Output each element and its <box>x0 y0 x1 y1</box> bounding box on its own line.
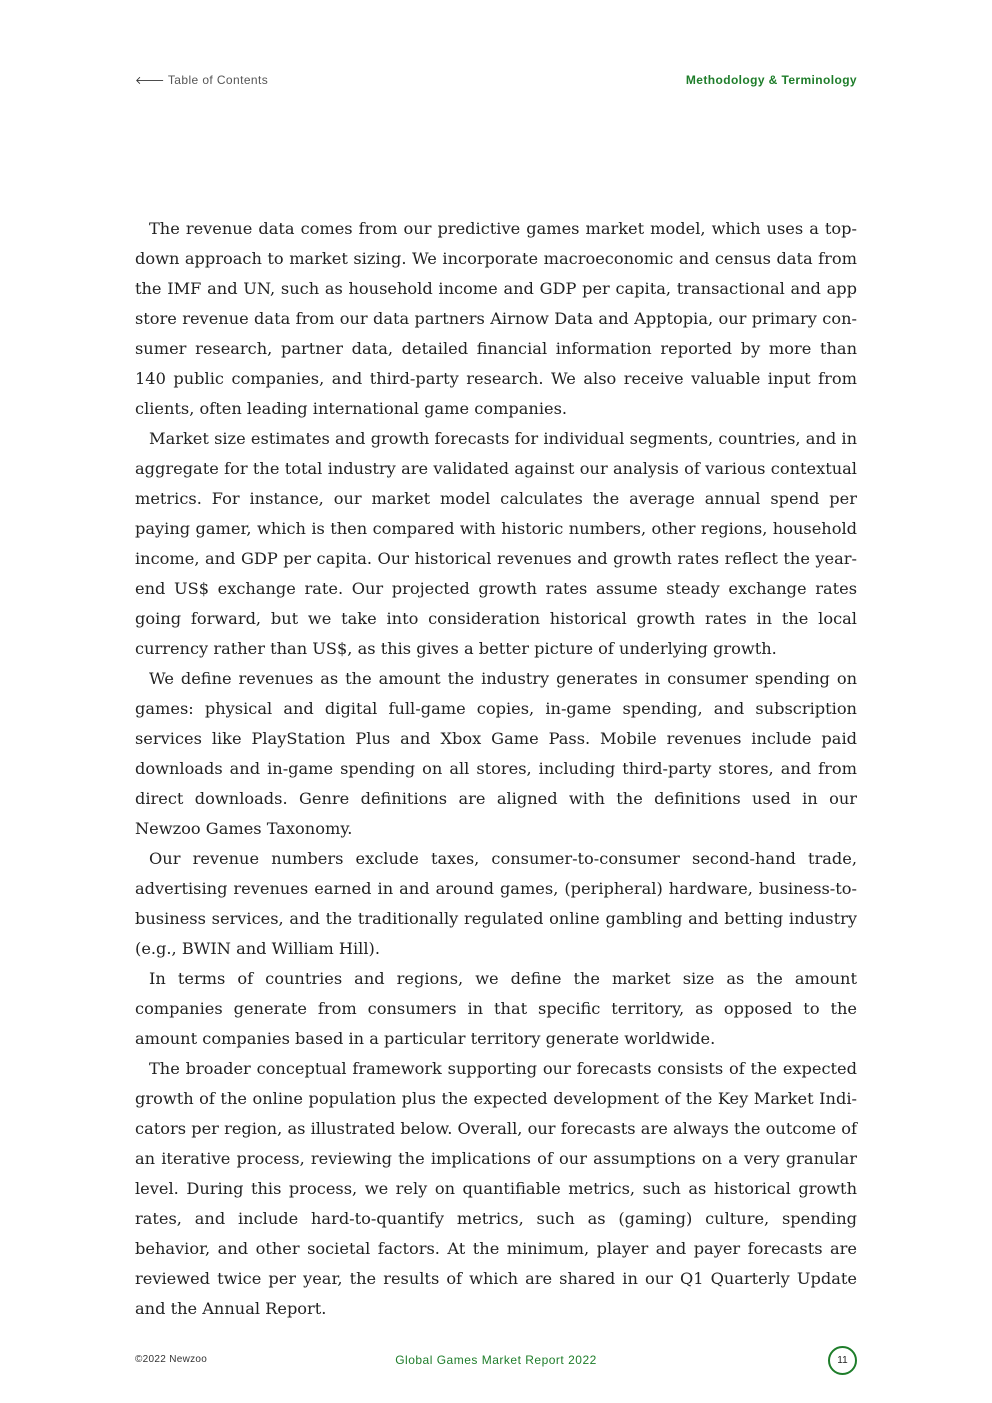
paragraph: We define revenues as the amount the industry generates in consumer spending on games: physical and digital full-game copies, in-game spending, and subscription services like PlayStation Plus and Xbox Game Pass. Mobile revenues include paid downloads and in-game spending on all stores, including third-party stores, and from direct downloads. Genre definitions are aligned with the definitions used in our Newzoo Games Taxonomy. <box>135 669 857 838</box>
body-text <box>135 214 857 1324</box>
paragraph: The broader conceptual framework supporting our forecasts consists of the expected growth of the online population plus the expected development of the Key Market Indicators per region, as illustrated below. Overall, our forecasts are always the outcome of an iterative process, reviewing the implications of our assumptions on a very granular level. During this process, we rely on quantifiable metrics, such as historical growth rates, and include hard-to-quantify metrics, such as (gaming) culture, spending behavior, and other societal factors. At the minimum, player and payer forecasts are reviewed twice per year, the results of which are shared in our Q1 Quarterly Update and the Annual Report. <box>135 1059 857 1318</box>
paragraph: Market size estimates and growth forecasts for individual segments, countries, and in aggregate for the total industry are validated against our analysis of various contextual metrics. For instance, our market model calculates the average annual spend per paying gamer, which is then compared with historic numbers, other regions, household income, and GDP per capita. Our historical revenues and growth rates reflect the year-end US$ exchange rate. Our projected growth rates assume steady exchange rates going forward, but we take into consideration historical growth rates in the local currency rather than US$, as this gives a better picture of underlying growth. <box>135 429 857 658</box>
report-title: Global Games Market Report 2022 <box>395 1353 597 1367</box>
arrow-left-icon: 🡐 <box>135 75 165 87</box>
section-title: Methodology & Terminology <box>685 73 857 87</box>
paragraph: In terms of countries and regions, we define the market size as the amount companies generate from consumers in that specific territory, as opposed to the amount companies based in a particular territory generate worldwide. <box>135 969 857 1048</box>
table-of-contents-label: Table of Contents <box>167 73 269 87</box>
page-number: 11 <box>828 1346 857 1375</box>
paragraph: Our revenue numbers exclude taxes, consumer-to-consumer second-hand trade, advertising revenues earned in and around games, (peripheral) hardware, business-to-business services, and the traditionally regulated online gambling and betting industry (e.g., BWIN and William Hill). <box>135 849 857 958</box>
copyright: ©2022 Newzoo <box>135 1354 208 1365</box>
table-of-contents-link[interactable] <box>135 73 268 87</box>
paragraph: The revenue data comes from our predictive games market model, which uses a top-down approach to market sizing. We incorporate macroeconomic and census data from the IMF and UN, such as household income and GDP per capita, transactional and app store revenue data from our data partners Airnow Data and Apptopia, our primary consumer research, partner data, detailed financial information reported by more than 140 public companies, and third-party research. We also receive valuable input from clients, often leading international game companies. <box>135 219 857 418</box>
